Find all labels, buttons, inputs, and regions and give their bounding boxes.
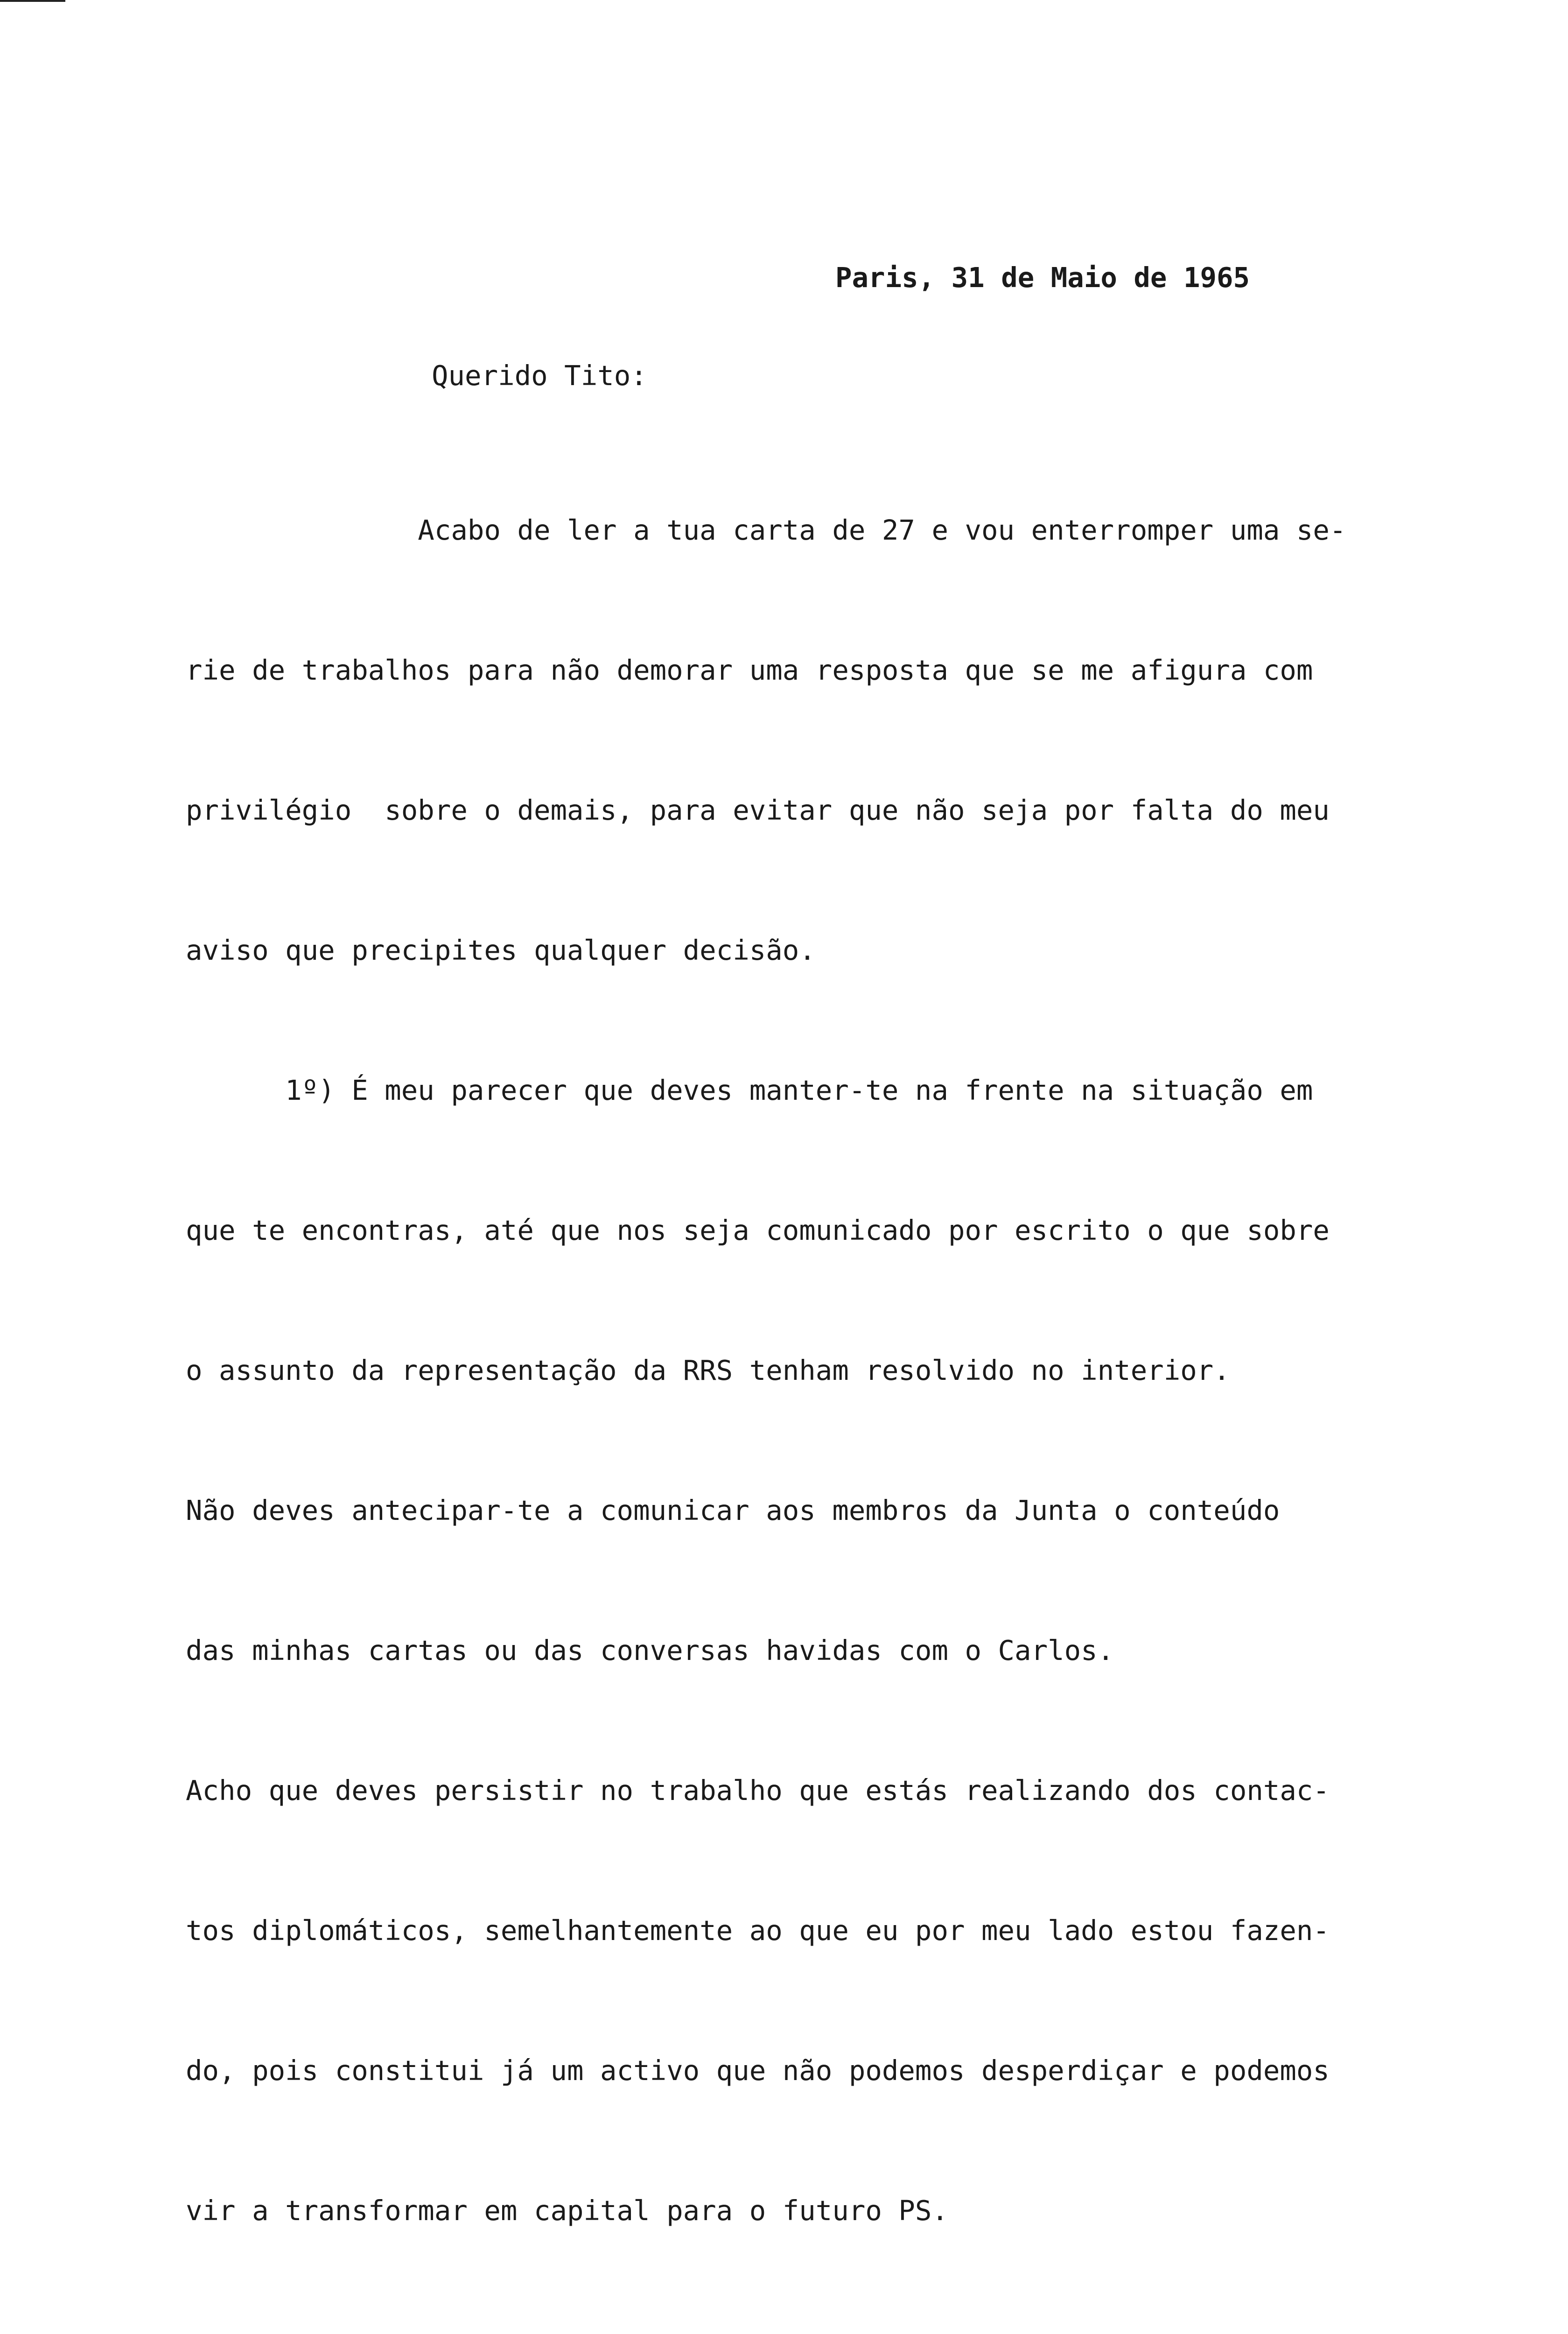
body-line: privilégio sobre o demais, para evitar que não seja por falta do meu [186, 794, 1330, 826]
body-line: rie de trabalhos para não demorar uma resposta que se me afigura com [186, 654, 1313, 686]
body-line: Não deves antecipar-te a comunicar aos membros da Junta o conteúdo [186, 1494, 1280, 1526]
body-line: o assunto da representação da RRS tenham resolvido no interior. [186, 1354, 1230, 1386]
letter-date: Paris, 31 de Maio de 1965 [835, 261, 1250, 294]
body-line: vir a transformar em capital para o futuro PS. [186, 2194, 948, 2227]
body-line: do, pois constitui já um activo que não podemos desperdiçar e podemos [186, 2054, 1330, 2087]
body-line: das minhas cartas ou das conversas havidas com o Carlos. [186, 1634, 1114, 1666]
body-line: que te encontras, até que nos seja comunicado por escrito o que sobre [186, 1214, 1330, 1246]
scan-edge-mark [0, 0, 65, 2]
body-line: tos diplomáticos, semelhantemente ao que eu por meu lado estou fazen- [186, 1914, 1330, 1947]
body-line: Acho que deves persistir no trabalho que estás realizando dos contac- [186, 1774, 1330, 1807]
letter-body [186, 414, 1558, 2334]
body-line [186, 2327, 1558, 2334]
body-line: 1º) É meu parecer que deves manter-te na frente na situação em [186, 1074, 1313, 1106]
body-line: Acabo de ler a tua carta de 27 e vou enterromper uma se- [186, 514, 1346, 546]
body-line: aviso que precipites qualquer decisão. [186, 934, 816, 966]
salutation: Querido Tito: [432, 359, 647, 392]
